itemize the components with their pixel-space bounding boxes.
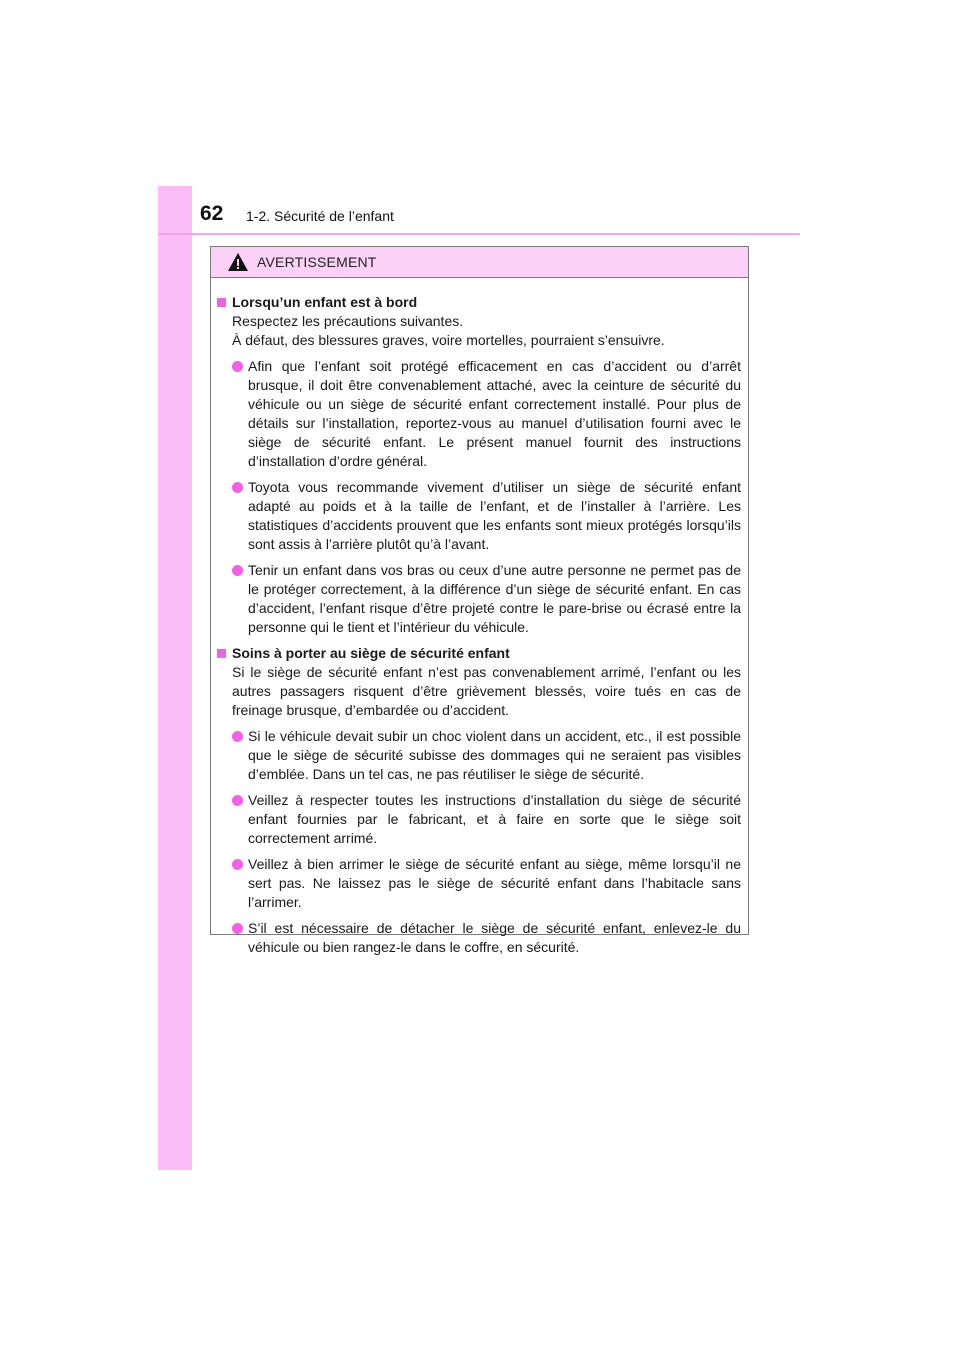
list-item: Veillez à bien arrimer le siège de sécurité enfant au siège, même lorsqu’il ne sert pas. Ne laissez pas le siège de sécurité enfant dans l’habitacle sans l’arrimer. (217, 855, 741, 912)
list-item: Afin que l’enfant soit protégé efficacement en cas d’accident ou d’arrêt brusque, il doit être convenablement attaché, avec la ceinture de sécurité du véhicule ou un siège de sécurité enfant correctement installé. Pour plus de détails sur l’installation, reportez-vous au manuel d’utilisation fourni avec le siège de sécurité enfant. Le présent manuel fournit des instructions d’installation d’ordre général. (217, 357, 741, 471)
round-bullet-icon (232, 731, 243, 742)
warning-box (210, 246, 749, 955)
round-bullet-icon (232, 565, 243, 576)
round-bullet-icon (232, 361, 243, 372)
page-number: 62 (200, 202, 224, 225)
list-item: Toyota vous recommande vivement d’utiliser un siège de sécurité enfant adapté au poids et à la taille de l’enfant, et de l’installer à l’arrière. Les statistiques d’accidents prouvent que les enfants sont mieux protégés lorsqu’ils sont assis à l’arrière plutôt qu’à l’avant. (217, 478, 741, 554)
round-bullet-icon (232, 859, 243, 870)
round-bullet-icon (232, 795, 243, 806)
square-bullet-icon (217, 649, 226, 658)
round-bullet-icon (232, 482, 243, 493)
paragraph: À défaut, des blessures graves, voire mortelles, pourraient s’ensuivre. (232, 332, 665, 348)
header-rule (158, 233, 800, 235)
list-item: Tenir un enfant dans vos bras ou ceux d’une autre personne ne permet pas de le protéger correctement, à la différence d’un siège de sécurité enfant. En cas d’accident, l’enfant risque d’être projeté contre le pare-brise ou écrasé entre la personne qui le tient et l’intérieur du véhicule. (217, 561, 741, 637)
warning-label: AVERTISSEMENT (257, 254, 377, 270)
section-title: 1-2. Sécurité de l’enfant (246, 208, 394, 224)
square-bullet-icon (217, 298, 226, 307)
paragraph: Respectez les précautions suivantes. (232, 313, 464, 329)
list-item: Si le véhicule devait subir un choc violent dans un accident, etc., il est possible que le siège de sécurité subisse des dommages qui ne seraient pas visibles d’emblée. Dans un tel cas, ne pas réutiliser le siège de sécurité. (217, 727, 741, 784)
list-item: S’il est nécessaire de détacher le siège de sécurité enfant, enlevez-le du véhicule ou bien rangez-le dans le coffre, en sécurité. (217, 919, 741, 957)
warning-header (211, 247, 748, 278)
list-item: Veillez à respecter toutes les instructions d’installation du siège de sécurité enfant fournies par le fabricant, et à faire en sorte que le siège soit correctement arrimé. (217, 791, 741, 848)
paragraph: Si le siège de sécurité enfant n’est pas convenablement arrimé, l’enfant ou les autres passagers risquent d’être grièvement blessés, voire tués en cas de freinage brusque, d’embardée ou d’accident. (232, 664, 741, 718)
section-heading: Lorsqu’un enfant est à bord (217, 293, 741, 312)
chapter-side-band (158, 186, 192, 1170)
round-bullet-icon (232, 923, 243, 934)
warning-triangle-icon (227, 252, 249, 272)
warning-body (211, 278, 748, 957)
section-heading: Soins à porter au siège de sécurité enfant (217, 644, 741, 663)
